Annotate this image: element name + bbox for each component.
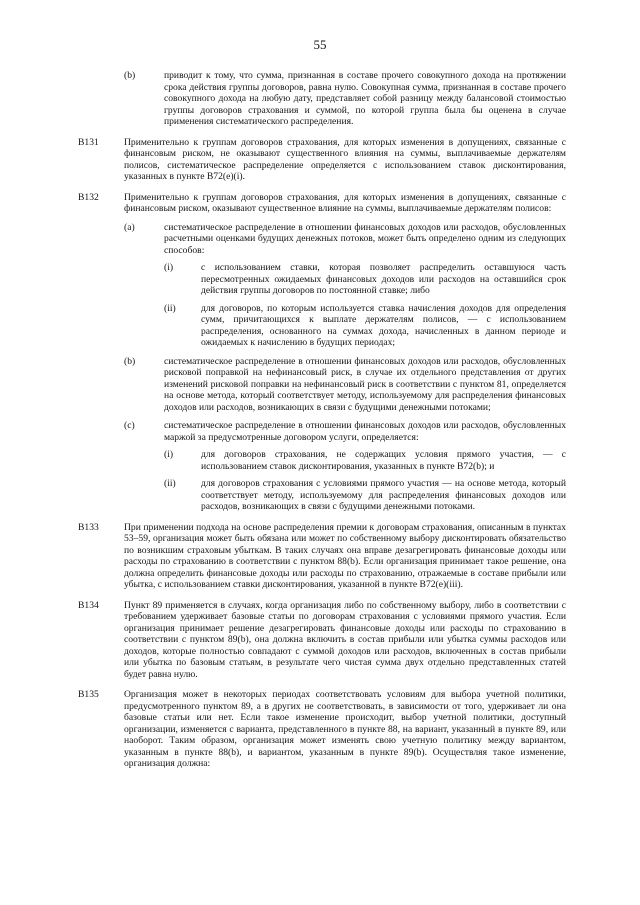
item-text: систематическое распределение в отношении финансовых доходов или расходов, обусловленных рисковой поправкой на нефинансовый риск, в случае их отдельного представления от других изменений рисковой поправки на нефинансовый риск в соответствии с пунктом 81, определяется на основе метода, который соответствует методу, используемому для распределения финансовых доходов или расходов, возникающих в связи с будущими денежными потоками;: [164, 355, 566, 413]
item-text: систематическое распределение в отношении финансовых доходов или расходов, обусловленных расчетными оценками будущих денежных потоков, может быть определено одним из следующих способов:: [164, 221, 566, 256]
paragraph-b133: [78, 522, 566, 591]
list-item-b-continued: [78, 70, 566, 128]
paragraph-text: Организация может в некоторых периодах соответствовать условиям для выбора учетной политики, предусмотренного пунктом 89, а в других не соответствовать, в зависимости от того, удерживает ли она базовые статьи или нет. Если такое изменение происходит, выбор учетной политики, доступный организации, изменяется с варианта, представленного в пункте 88, на вариант, указанный в пункте 89, или наоборот. Таким образом, организация может изменять свою учетную политику между вариантом, указанным в пункте 88(b), и вариантом, указанным в пункте 89(b). Осуществляя такое изменение, организация должна:: [124, 689, 566, 769]
paragraph-number: B133: [78, 521, 99, 533]
item-text: систематическое распределение в отношении финансовых доходов или расходов, обусловленных маржой за предусмотренные договором услуги, определяется:: [164, 420, 566, 443]
sub-item-label: (ii): [164, 302, 176, 314]
list-item-a: [124, 222, 566, 349]
sub-item-label: (i): [164, 262, 174, 273]
paragraph-b131: [78, 137, 566, 183]
paragraph-b134: [78, 600, 566, 681]
item-text: приводит к тому, что сумма, признанная в составе прочего совокупного дохода на протяжении срока действия группы договоров, равна нулю. Совокупная сумма, признанная в составе прочего совокупного дохода на любую дату, представляет собой разницу между балансовой стоимостью группы договоров страхования и суммой, по которой группа была бы оценена в случае применения систематического распределения.: [164, 70, 566, 127]
paragraph-number: B134: [78, 599, 99, 611]
document-body: [78, 70, 566, 779]
sub-item-ii: [164, 478, 566, 513]
item-label: (a): [124, 221, 135, 233]
item-label: (b): [124, 355, 136, 367]
paragraph-number: B131: [78, 136, 99, 148]
sub-item-ii: [164, 303, 566, 349]
list-item-c: [124, 420, 566, 513]
paragraph-number: B132: [78, 191, 99, 203]
paragraph-text: При применении подхода на основе распределения премии к договорам страхования, описанным в пунктах 53–59, организация может быть обязана или может по собственному выбору дисконтировать обязательство по возникшим страховым убыткам. В таких случаях она вправе дезагрегировать финансовые доходы или расходы по страхованию в соответствии с пунктом 88(b). Если организация принимает такое решение, она должна определить финансовые доходы или расходы по страхованию, отражаемые в составе прибыли или убытка, с использованием ставки дисконтирования, указанной в пункте B72(e)(iii).: [124, 521, 566, 590]
item-label: (c): [124, 420, 135, 431]
sub-item-label: (i): [164, 449, 174, 460]
item-body: [164, 222, 566, 349]
list-item-b: [124, 356, 566, 414]
page-number: 55: [313, 37, 327, 52]
sub-item-text: для договоров страхования, не содержащих условия прямого участия, — с использованием ставок дисконтирования, указанных в пункте B72(b); и: [201, 449, 566, 472]
sub-item-i: [164, 262, 566, 297]
sub-item-text: для договоров, по которым используется ставка начисления доходов для определения сумм, причитающихся к выплате держателям полисов, — с использованием распределения, основанного на суммах дохода, начисленных в данном периоде и ожидаемых к начислению в будущих периодах;: [201, 302, 566, 348]
sub-item-text: для договоров страхования с условиями прямого участия — на основе метода, который соответствует методу, используемому для распределения финансовых доходов или расходов, возникающих в связи с будущими денежными потоками.: [201, 478, 566, 512]
paragraph-body: [124, 192, 566, 513]
item-body: [164, 420, 566, 513]
paragraph-text: Применительно к группам договоров страхования, для которых изменения в допущениях, связанные с финансовым риском, не оказывают существенного влияния на суммы, выплачиваемые держателям полисов, систематическое распределение определяется с использованием ставок дисконтирования, указанных в пункте B72(e)(i).: [124, 136, 566, 182]
paragraph-number: B135: [78, 689, 99, 700]
paragraph-b132: [78, 192, 566, 513]
sub-item-i: [164, 449, 566, 472]
sub-item-label: (ii): [164, 478, 176, 489]
sub-item-text: с использованием ставки, которая позволяет распределить оставшуюся часть пересмотренных ожидаемых финансовых доходов или расходов на оставшийся срок действия группы договоров по постоянной ставке; либо: [201, 262, 566, 296]
paragraph-text: Пункт 89 применяется в случаях, когда организация либо по собственному выбору, либо в соответствии с требованием удерживает базовые статьи по договорам страхования с условиями прямого участия. Если организация принимает решение дезагрегировать финансовые доходы или расходы по страхованию в соответствии с пунктом 89(b), она должна включить в состав прибыли или убытка суммы расходов или доходов, которые полностью совпадают с суммой доходов или расходов, включенных в состав прибыли или убытка по базовым статьям, в результате чего чистая сумма двух отдельно представленных статей будет равна нулю.: [124, 599, 566, 680]
item-label: (b): [124, 70, 136, 81]
paragraph-b135: [78, 689, 566, 770]
paragraph-intro: Применительно к группам договоров страхования, для которых изменения в допущениях, связанные с финансовым риском, оказывают существенное влияние на суммы, выплачиваемые держателям полисов:: [124, 191, 566, 214]
